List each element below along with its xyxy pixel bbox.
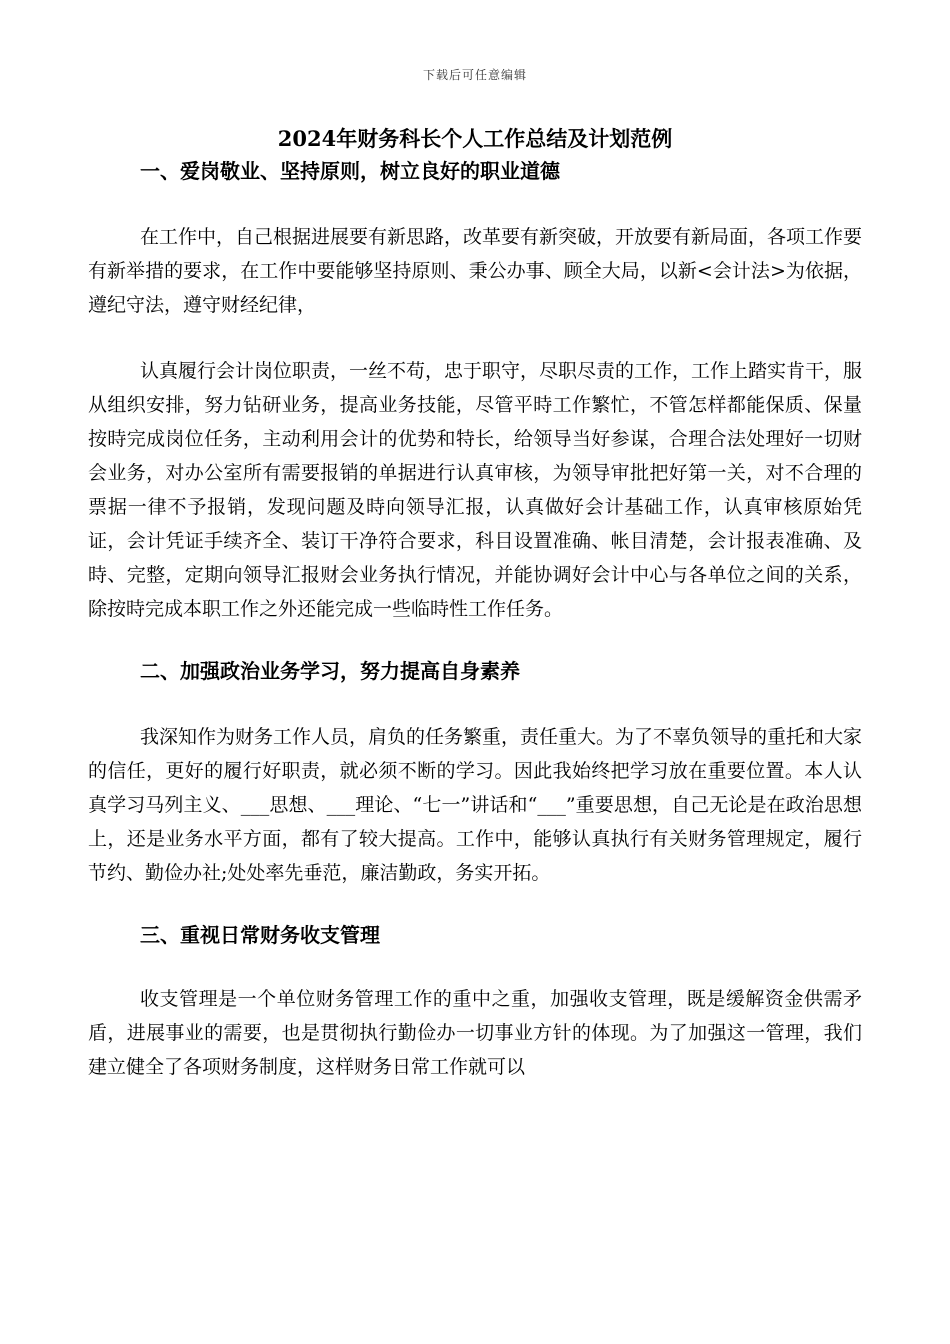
section-3-paragraph-1: 收支管理是一个单位财务管理工作的重中之重，加强收支管理，既是缓解资金供需矛盾，进展事业的需要，也是贯彻执行勤俭办一切事业方针的体现。为了加强这一管理，我们建立健全了各项财务制度，这样财务日常工作就可以	[88, 988, 862, 1078]
section-1-paragraph-2: 认真履行会计岗位职责，一丝不苟，忠于职守，尽职尽责的工作，工作上踏实肯干，服从组织安排，努力钻研业务，提高业务技能，尽管平時工作繁忙，不管怎样都能保质、保量按時完成岗位任务，主动利用会计的优势和特长，给领导当好参谋，合理合法处理好一切财会业务，对办公室所有需要报销的单据进行认真审核，为领导审批把好第一关，对不合理的票据一律不予报销，发现问题及時向领导汇报，认真做好会计基础工作，认真审核原始凭证，会计凭证手续齐全、装订干净符合要求，科目设置准确、帐目清楚，会计报表准确、及時、完整，定期向领导汇报财会业务执行情况，并能协调好会计中心与各单位之间的关系，除按時完成本职工作之外还能完成一些临時性工作任务。	[88, 360, 863, 620]
document-body	[88, 156, 862, 1084]
section-heading-3: 三、重视日常财务收支管理	[140, 923, 380, 947]
header-note: 下载后可任意编辑	[422, 68, 527, 82]
section-heading-1: 一、爱岗敬业、坚持原则，树立良好的职业道德	[140, 159, 560, 183]
section-heading-2: 二、加强政治业务学习，努力提高自身素养	[140, 659, 520, 683]
section-2-paragraph-1: 我深知作为财务工作人员，肩负的任务繁重，责任重大。为了不辜负领导的重托和大家的信任，更好的履行好职责，就必须不断的学习。因此我始终把学习放在重要位置。本人认真学习马列主义、___思想、___理论、“七一”讲话和“___”重要思想，自己无论是在政治思想上，还是业务水平方面，都有了较大提高。工作中，能够认真执行有关财务管理规定，履行节约、勤俭办社;处处率先垂范，廉洁勤政，务实开拓。	[88, 726, 863, 884]
document-title: 2024年财务科长个人工作总结及计划范例	[277, 126, 673, 151]
section-1-paragraph-1: 在工作中，自己根据进展要有新思路，改革要有新突破，开放要有新局面，各项工作要有新举措的要求，在工作中要能够坚持原则、秉公办事、顾全大局，以新<会计法>为依据，遵纪守法，遵守财经纪律，	[88, 226, 863, 316]
